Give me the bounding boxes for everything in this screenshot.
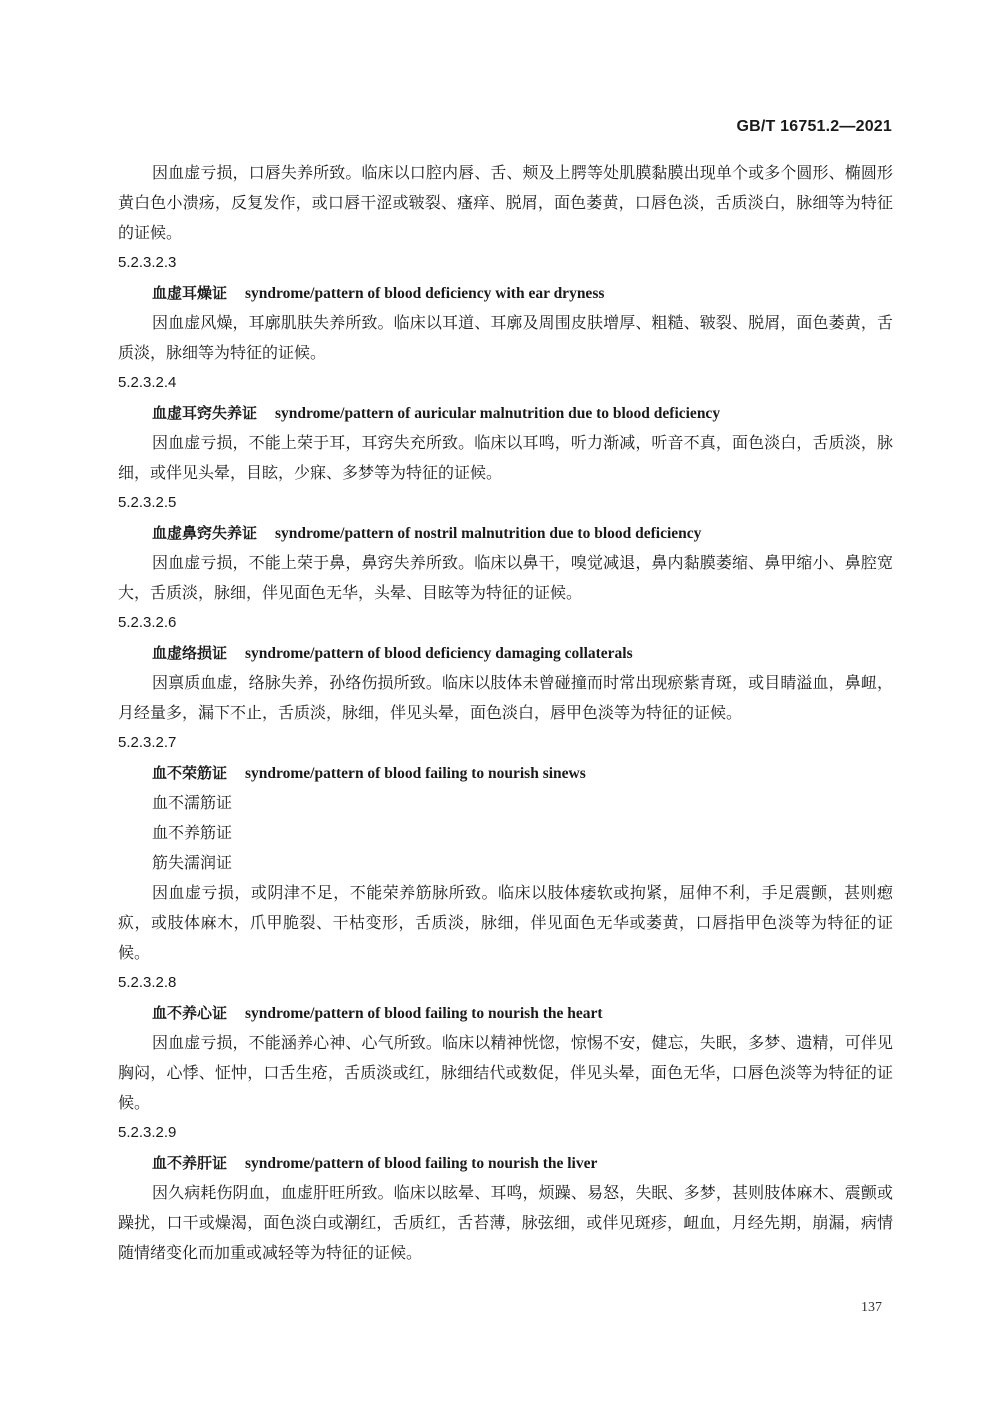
definition: 因血虚亏损，不能涵养心神、心气所致。临床以精神恍惚，惊惕不安，健忘，失眠，多梦、遗精，可伴见胸闷，心悸、怔忡，口舌生疮，舌质淡或红，脉细结代或数促，伴见头晕，面色无华，口唇色淡等为特征的证候。 [118,1033,893,1112]
section-number: 5.2.3.2.7 [118,734,177,751]
section-number: 5.2.3.2.4 [118,374,177,391]
term-zh: 血虚络损证 [152,644,228,662]
definition: 因禀质血虚，络脉失养，孙络伤损所致。临床以肢体未曾碰撞而时常出现瘀紫青斑，或目睛溢血，鼻衄，月经量多，漏下不止，舌质淡，脉细，伴见头晕，面色淡白，唇甲色淡等为特征的证候。 [118,673,893,722]
intro-paragraph: 因血虚亏损，口唇失养所致。临床以口腔内唇、舌、颊及上腭等处肌膜黏膜出现单个或多个圆形、椭圆形黄白色小溃疡，反复发作，或口唇干涩或皲裂、瘙痒、脱屑，面色萎黄，口唇色淡，舌质淡白，脉细等为特征的证候。 [118,163,893,242]
term-heading [118,638,893,668]
section-number: 5.2.3.2.5 [118,494,177,511]
term-en: syndrome/pattern of auricular malnutrition due to blood deficiency [275,405,721,422]
document-body [118,158,893,1268]
standard-code: GB/T 16751.2—2021 [736,118,892,135]
term-en: syndrome/pattern of blood failing to nourish sinews [245,765,586,782]
section-5-2-3-2-5 [118,488,893,608]
page-number: 137 [861,1300,882,1315]
definition: 因血虚亏损，不能上荣于耳，耳窍失充所致。临床以耳鸣，听力渐减，听音不真，面色淡白，舌质淡，脉细，或伴见头晕，目眩，少寐、多梦等为特征的证候。 [118,433,893,482]
definition: 因血虚亏损，或阴津不足，不能荣养筋脉所致。临床以肢体痿软或拘紧，屈伸不利，手足震颤，甚则瘛疭，或肢体麻木，爪甲脆裂、干枯变形，舌质淡，脉细，伴见面色无华或萎黄，口唇指甲色淡等为特征的证候。 [118,883,893,962]
term-zh: 血虚耳窍失养证 [152,404,258,422]
term-zh: 血虚耳燥证 [152,284,228,302]
section-number: 5.2.3.2.6 [118,614,177,631]
section-5-2-3-2-7 [118,728,893,968]
synonym: 血不养筋证 [152,823,233,842]
section-5-2-3-2-6 [118,608,893,728]
definition: 因久病耗伤阴血，血虚肝旺所致。临床以眩晕、耳鸣，烦躁、易怒，失眠、多梦，甚则肢体麻木、震颤或躁扰，口干或燥渴，面色淡白或潮红，舌质红，舌苔薄，脉弦细，或伴见斑疹，衄血，月经先期，崩漏，病情随情绪变化而加重或减轻等为特征的证候。 [118,1183,893,1262]
section-number: 5.2.3.2.3 [118,254,177,271]
section-5-2-3-2-3 [118,248,893,368]
synonym: 筋失濡润证 [152,853,233,872]
term-heading [118,398,893,428]
term-zh: 血不养肝证 [152,1154,228,1172]
term-heading [118,758,893,788]
term-en: syndrome/pattern of blood failing to nourish the liver [245,1155,598,1172]
section-5-2-3-2-4 [118,368,893,488]
term-zh: 血虚鼻窍失养证 [152,524,258,542]
section-number: 5.2.3.2.9 [118,1124,177,1141]
section-number: 5.2.3.2.8 [118,974,177,991]
section-5-2-3-2-8 [118,968,893,1118]
term-en: syndrome/pattern of blood deficiency damaging collaterals [245,645,633,662]
term-zh: 血不荣筋证 [152,764,228,782]
term-heading [118,998,893,1028]
term-en: syndrome/pattern of nostril malnutrition due to blood deficiency [275,525,702,542]
term-heading [118,278,893,308]
section-5-2-3-2-9 [118,1118,893,1268]
definition: 因血虚亏损，不能上荣于鼻，鼻窍失养所致。临床以鼻干，嗅觉减退，鼻内黏膜萎缩、鼻甲缩小、鼻腔宽大，舌质淡，脉细，伴见面色无华，头晕、目眩等为特征的证候。 [118,553,893,602]
term-en: syndrome/pattern of blood failing to nourish the heart [245,1005,603,1022]
synonym: 血不濡筋证 [152,793,233,812]
term-heading [118,518,893,548]
definition: 因血虚风燥，耳廓肌肤失养所致。临床以耳道、耳廓及周围皮肤增厚、粗糙、皲裂、脱屑，面色萎黄，舌质淡，脉细等为特征的证候。 [118,313,893,362]
term-heading [118,1148,893,1178]
term-en: syndrome/pattern of blood deficiency with ear dryness [245,285,605,302]
term-zh: 血不养心证 [152,1004,228,1022]
